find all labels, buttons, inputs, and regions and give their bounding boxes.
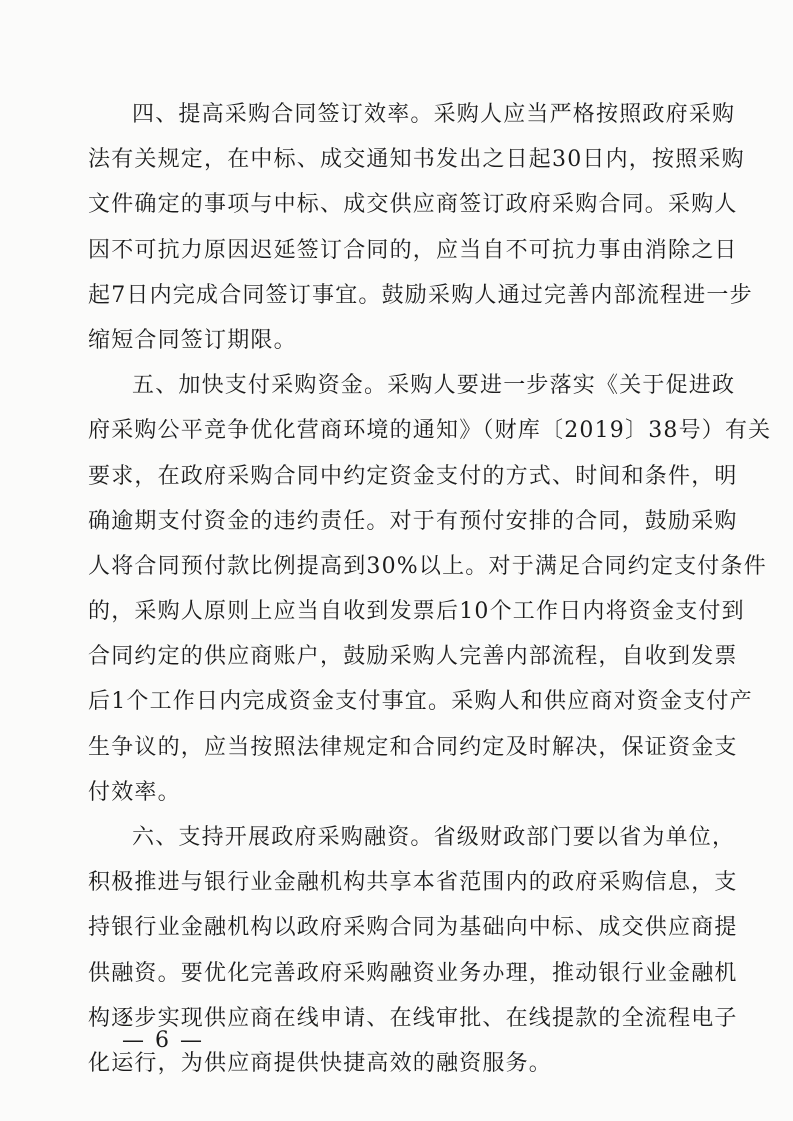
paragraph-payment	[88, 363, 772, 815]
text-line: 化运行，为供应商提供快捷高效的融资服务。	[88, 1050, 553, 1076]
body-text	[88, 92, 772, 1086]
page-number: — 6 —	[122, 1028, 204, 1053]
text-line: 因不可抗力原因迟延签订合同的，应当自不可抗力事由消除之日	[88, 237, 738, 263]
text-line: 府采购公平竞争优化营商环境的通知》（财库〔2019〕38号）有关	[88, 418, 772, 444]
text-line: 确逾期支付资金的违约责任。对于有预付安排的合同，鼓励采购	[88, 508, 738, 534]
text-line: 缩短合同签订期限。	[88, 327, 297, 353]
text-line: 后1个工作日内完成资金支付事宜。采购人和供应商对资金支付产	[88, 689, 753, 715]
text-line: 供融资。要优化完善政府采购融资业务办理，推动银行业金融机	[88, 960, 738, 986]
text-line: 五、加快支付采购资金。采购人要进一步落实《关于促进政	[132, 373, 736, 399]
text-line: 生争议的，应当按照法律规定和合同约定及时解决，保证资金支	[88, 734, 738, 760]
text-line: 构逐步实现供应商在线申请、在线审批、在线提款的全流程电子	[88, 1005, 738, 1031]
text-line: 人将合同预付款比例提高到30%以上。对于满足合同约定支付条件	[88, 553, 767, 579]
text-line: 的，采购人原则上应当自收到发票后10个工作日内将资金支付到	[88, 599, 745, 625]
text-line: 文件确定的事项与中标、成交供应商签订政府采购合同。采购人	[88, 192, 738, 218]
text-line: 法有关规定，在中标、成交通知书发出之日起30日内，按照采购	[88, 147, 745, 173]
paragraph-contract-signing	[88, 92, 753, 363]
text-line: 付效率。	[88, 779, 181, 805]
text-line: 要求，在政府采购合同中约定资金支付的方式、时间和条件，明	[88, 463, 738, 489]
text-line: 四、提高采购合同签订效率。采购人应当严格按照政府采购	[132, 102, 736, 127]
text-line: 六、支持开展政府采购融资。省级财政部门要以省为单位，	[132, 825, 736, 850]
text-line: 积极推进与银行业金融机构共享本省范围内的政府采购信息，支	[88, 870, 738, 896]
text-line: 起7日内完成合同签订事宜。鼓励采购人通过完善内部流程进一步	[88, 282, 753, 308]
text-line: 持银行业金融机构以政府采购合同为基础向中标、成交供应商提	[88, 915, 738, 941]
text-line: 合同约定的供应商账户，鼓励采购人完善内部流程，自收到发票	[88, 644, 738, 670]
